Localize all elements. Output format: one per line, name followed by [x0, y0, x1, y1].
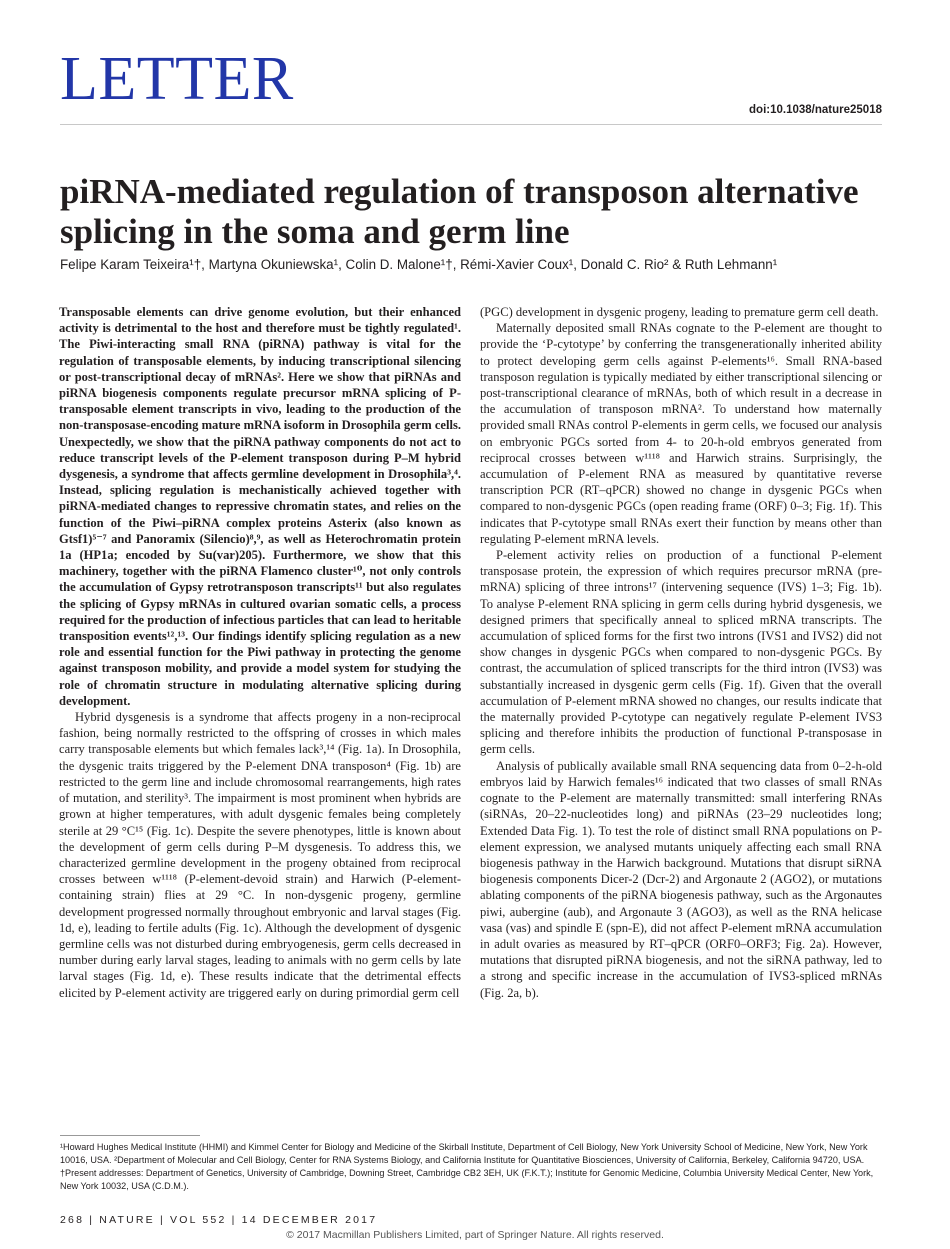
- copyright-line: © 2017 Macmillan Publishers Limited, part of Springer Nature. All rights reserved.: [286, 1229, 664, 1241]
- body-paragraph: P-element activity relies on production of a functional P-element transposase protein, the expression of which requires precursor mRNA (pre-mRNA) splicing of three introns¹⁷ (intervening sequence (IVS) 1–3; Fig. 1b). To analyse P-element RNA splicing in germ cells during hybrid dysgenesis, we designed primers that specifically anneal to spliced mRNA transcripts. The accumulation of spliced forms for the first two introns (IVS1 and IVS2) did not show changes in dysgenic PGCs when compared to non-dysgenic PGCs. By contrast, the accumulation of spliced transcripts for the third intron (IVS3) was substantially increased in dysgenic germ cells (Fig. 1f). Given that the overall accumulation of P-element mRNA showed no changes, our results indicate that the maternally provided P-cytotype can negatively regulate P-element IVS3 splicing and therefore inhibits the production of functional P-transposase in germ cells.: [480, 548, 882, 757]
- body-paragraph: (PGC) development in dysgenic progeny, leading to premature germ cell death.: [480, 305, 879, 319]
- section-header: LETTER: [60, 45, 294, 113]
- affiliations-footnote: ¹Howard Hughes Medical Institute (HHMI) and Kimmel Center for Biology and Medicine of the Skirball Institute, Department of Cell Biology, New York University School of Medicine, New York, New York 10016, USA. ²Department of Molecular and Cell Biology, Center for RNA Systems Biology, and California Institute for Quantitative Biosciences, University of California, Berkeley, California 94720, USA. †Present addresses: Department of Genetics, University of Cambridge, Downing Street, Cambridge CB2 3EH, UK (F.K.T.); Institute for Genomic Medicine, Columbia University Medical Center, New York, New York 10032, USA (C.D.M.).: [60, 1142, 874, 1191]
- page-folio: 268 | NATURE | VOL 552 | 14 DECEMBER 2017: [60, 1214, 378, 1226]
- right-column: [480, 304, 882, 1001]
- header-rule: [60, 124, 882, 125]
- body-paragraph: Analysis of publically available small RNA sequencing data from 0–2-h-old embryos laid by Harwich females¹⁶ indicated that two classes of small RNAs cognate to the P-element are maternally transmitted: small interfering RNAs (siRNAs, 20–22-nucleotides long) and piRNAs (23–29 nucleotides long; Extended Data Fig. 1). To test the role of distinct small RNA populations on P-element expression, we analysed mutants uniquely affecting each small RNA biogenesis pathway in the Harwich background. Mutations that disrupt siRNA biogenesis components Dicer-2 (Dcr-2) and Argonaute 2 (AGO2), or mutations ablating components of the piRNA biogenesis pathway, such as the Argonautes piwi, aubergine (aub), and Argonaute 3 (AGO3), as well as the RNA helicase vasa (vas) and spindle E (spn-E), did not affect P-element mRNA accumulation in adult ovaries as measured by RT–qPCR (ORF0–ORF3; Fig. 2a). However, mutations that disrupted piRNA biogenesis, and not the siRNA pathway, led to a strong and specific increase in the accumulation of IVS3-spliced mRNAs (Fig. 2a, b).: [480, 758, 882, 1000]
- author-list: Felipe Karam Teixeira¹†, Martyna Okuniewska¹, Colin D. Malone¹†, Rémi-Xavier Coux¹, Donald C. Rio² & Ruth Lehmann¹: [60, 257, 778, 272]
- body-paragraph: Hybrid dysgenesis is a syndrome that affects progeny in a non-reciprocal fashion, being normally restricted to the offspring of crosses in which males carry transposable elements but which females lack³,¹⁴ (Fig. 1a). In Drosophila, the dysgenic traits triggered by the P-element DNA transposon⁴ (Fig. 1b) are restricted to the germ line and include chromosomal rearrangements, high rates of mutation, and sterility³. The impairment is most prominent when hybrids are grown at higher temperatures, with adult dysgenic females being completely sterile at 29 °C¹⁵ (Fig. 1c). Despite the severe phenotypes, little is known about the development of germ cells during P–M dysgenesis. To address this, we characterized germline development in the progeny obtained from reciprocal crosses between w¹¹¹⁸ (P-element-devoid strain) and Harwich (P-element-containing strain) flies at 29 °C. In non-dysgenic progeny, germline development progressed normally throughout embryonic and larval stages (Fig. 1d, e), leading to fertile adults (Fig. 1c). Although the development of dysgenic germline cells was not disturbed during embryogenesis, germ cells decreased in number during early larval stages, leading to animals with no germ cells by late larval stages (Fig. 1d, e). These results indicate that the detrimental effects elicited by P-element activity are triggered early on during primordial germ cell: [59, 710, 461, 1000]
- left-column: [59, 304, 461, 1001]
- article-title: piRNA-mediated regulation of transposon alternative splicing in the soma and germ line: [60, 172, 859, 251]
- doi-label[interactable]: doi:10.1038/nature25018: [749, 104, 882, 116]
- footnote-rule: [60, 1135, 200, 1136]
- abstract: Transposable elements can drive genome evolution, but their enhanced activity is detrimental to the host and therefore must be tightly regulated¹. The Piwi-interacting small RNA (piRNA) pathway is vital for the regulation of transposable elements, by inducing transcriptional silencing or post-transcriptional decay of mRNAs². Here we show that piRNAs and piRNA biogenesis components regulate precursor mRNA splicing of P-transposable element transcripts in vivo, leading to the production of the non-transposase-encoding mature mRNA isoform in Drosophila germ cells. Unexpectedly, we show that the piRNA pathway components do not act to reduce transcript levels of the P-element transposon during P–M hybrid dysgenesis, a syndrome that affects germline development in Drosophila³,⁴. Instead, splicing regulation is mechanistically achieved together with piRNA-mediated changes to repressive chromatin states, and relies on the function of the Piwi–piRNA complex proteins Asterix (also known as Gtsf1)⁵⁻⁷ and Panoramix (Silencio)⁸,⁹, as well as Heterochromatin protein 1a (HP1a; encoded by Su(var)205). Furthermore, we show that this machinery, together with the piRNA Flamenco cluster¹⁰, not only controls the accumulation of Gypsy retrotransposon transcripts¹¹ but also regulates the splicing of Gypsy mRNAs in cultured ovarian somatic cells, a process required for the production of infectious particles that can lead to heritable transposition events¹²,¹³. Our findings identify splicing regulation as a new role and essential function for the Piwi pathway in protecting the genome against transposon mobility, and provide a model system for studying the role of chromatin structure in modulating alternative splicing during development.: [59, 305, 461, 708]
- body-paragraph: Maternally deposited small RNAs cognate to the P-element are thought to provide the ‘P-cytotype’ by conferring the transgenerationally inherited ability to protect developing germ cells against P-elements¹⁶. Small RNA-based transposon regulation is typically mediated by either transcriptional silencing or post-transcriptional clearance of mRNAs, both of which result in a decrease in the accumulation of transposon mRNA². To understand how maternally provided small RNAs control P-elements in germ cells, we focused our analysis on embryonic PGCs sorted from 4- to 20-h-old embryos generated from reciprocal crosses between w¹¹¹⁸ and Harwich strains. Surprisingly, the accumulation of P-element RNA as measured by quantitative reverse transcription PCR (RT–qPCR) showed no change in dysgenic PGCs when compared to non-dysgenic PGCs (open reading frame (ORF) 0–3; Fig. 1f). This indicates that P-cytotype small RNAs exert their function by means other than regulating P-element mRNA levels.: [480, 321, 882, 546]
